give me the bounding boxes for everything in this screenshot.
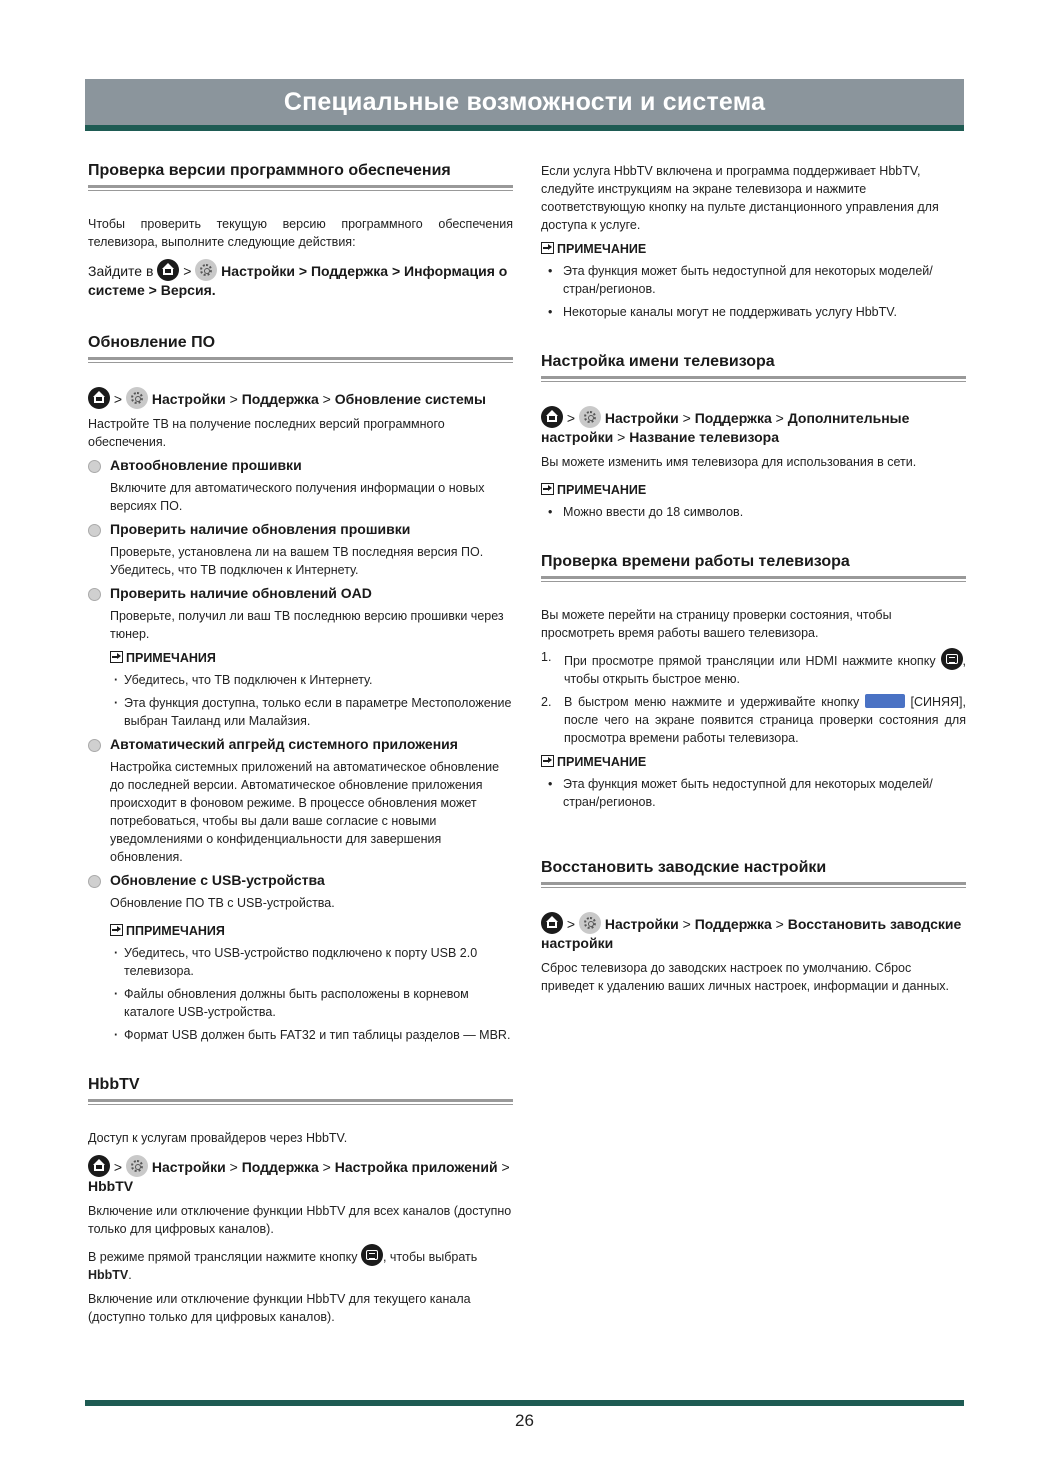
section-title-update: Обновление ПО bbox=[88, 334, 216, 351]
path-separator: > bbox=[682, 916, 691, 932]
section-rule bbox=[88, 357, 513, 360]
tv-name-body: Вы можете изменить имя телевизора для использования в сети. bbox=[541, 455, 917, 469]
path-hbbtv: HbbTV bbox=[88, 1178, 134, 1194]
step-item: 1. При просмотре прямой трансляции или HDMI нажмите кнопку , чтобы открыть быстрое меню. bbox=[541, 650, 966, 686]
note-item: • Эта функция может быть недоступной для некоторых моделей/стран/регионов. bbox=[541, 775, 966, 811]
path-support: Поддержка bbox=[241, 1159, 319, 1175]
hbbtv-intro: Доступ к услугам провайдеров через HbbTV. bbox=[88, 1131, 348, 1145]
settings-gear-icon bbox=[579, 912, 601, 934]
path-separator: > bbox=[566, 410, 576, 426]
auto-firmware-body: Включите для автоматического получения информации о новых версиях ПО. bbox=[110, 481, 485, 513]
menu-pre-text: Зайдите в bbox=[88, 263, 154, 279]
home-icon bbox=[88, 387, 110, 409]
path-separator: > bbox=[566, 916, 576, 932]
footer-rule bbox=[85, 1400, 964, 1406]
note-item: · Убедитесь, что USB-устройство подключено к порту USB 2.0 телевизора. bbox=[110, 944, 513, 980]
section-rule bbox=[88, 185, 513, 188]
update-intro: Настройте ТВ на получение последних версий программного обеспечения. bbox=[88, 417, 445, 449]
path-separator: > bbox=[113, 391, 123, 407]
usb-notes-heading: ППРИМЕЧАНИЯ bbox=[110, 924, 513, 938]
section-rule-thin bbox=[88, 1104, 513, 1105]
note-arrow-icon bbox=[541, 755, 554, 767]
check-oad-body: Проверьте, получил ли ваш ТВ последнюю версию прошивки через тюнер. bbox=[110, 609, 504, 641]
hbbtv-p1: Включение или отключение функции HbbTV для всех каналов (доступно только для цифровых каналов). bbox=[88, 1204, 512, 1236]
step-item: 2. В быстром меню нажмите и удерживайте кнопку [СИНЯЯ], после чего на экране появится страница проверки состояния для просмотра времени работы телевизора. bbox=[541, 695, 966, 745]
sw-version-path-text: Настройки > Поддержка > Информация о системе > Версия. bbox=[88, 263, 508, 298]
note-item: · Файлы обновления должны быть расположены в корневом каталоге USB-устройства. bbox=[110, 985, 513, 1021]
path-separator: > bbox=[183, 263, 192, 279]
path-support: Поддержка bbox=[241, 391, 319, 407]
path-settings: Настройки bbox=[604, 410, 679, 426]
factory-reset-body: Сброс телевизора до заводских настроек по умолчанию. Сброс приведет к удалению ваших личных настроек, информации и данных. bbox=[541, 961, 950, 993]
path-separator: > bbox=[229, 1159, 238, 1175]
page-number: 26 bbox=[515, 1411, 534, 1430]
subsection-auto-firmware: Автообновление прошивки bbox=[88, 457, 513, 473]
usb-update-body: Обновление ПО ТВ с USB-устройства. bbox=[110, 896, 335, 910]
section-rule-thin bbox=[541, 381, 966, 382]
usb-notes-list bbox=[110, 944, 513, 1044]
path-separator: > bbox=[617, 429, 626, 445]
tv-name-path bbox=[541, 406, 966, 447]
hbbtv-continued-text: Если услуга HbbTV включена и программа поддерживает HbbTV, следуйте инструкциям на экране телевизора и нажмите соответствующую кнопку на пульте дистанционного управления для доступа к услуге. bbox=[541, 164, 939, 232]
path-separator: > bbox=[501, 1159, 510, 1175]
tv-name-notes-list bbox=[541, 503, 966, 521]
home-icon bbox=[157, 259, 179, 281]
update-path bbox=[88, 387, 513, 409]
path-tv-name: Название телевизора bbox=[629, 429, 780, 445]
note-item: • Некоторые каналы могут не поддерживать услугу HbbTV. bbox=[541, 303, 966, 321]
hbbtv-notes-list bbox=[541, 262, 966, 321]
subsection-check-oad: Проверить наличие обновлений OAD bbox=[88, 585, 513, 601]
note-arrow-icon bbox=[541, 483, 554, 495]
oad-notes-list bbox=[110, 671, 513, 730]
auto-app-upgrade-body: Настройка системных приложений на автоматическое обновление до последней версии. Автоматическое обновление приложения происходит в фоновом режиме. В процессе обновления может потребоваться, чтобы вы дали ваше согласие с новыми уведомлениями о конфиденциальности для завершения обновления. bbox=[110, 760, 500, 864]
note-item: · Формат USB должен быть FAT32 и тип таблицы разделов — MBR. bbox=[110, 1026, 513, 1044]
menu-button-icon bbox=[361, 1244, 383, 1266]
subsection-usb-update: Обновление с USB-устройства bbox=[88, 872, 513, 888]
note-item: • Эта функция может быть недоступной для некоторых моделей/стран/регионов. bbox=[541, 262, 966, 298]
uptime-notes-list bbox=[541, 775, 966, 811]
check-firmware-body: Проверьте, установлена ли на вашем ТВ последняя версия ПО. Убедитесь, что ТВ подключен к Интернету. bbox=[110, 545, 484, 577]
section-rule bbox=[541, 576, 966, 579]
path-separator: > bbox=[775, 410, 784, 426]
section-rule-thin bbox=[541, 581, 966, 582]
section-title-hbbtv: HbbTV bbox=[88, 1076, 140, 1093]
page-banner-title: Специальные возможности и система bbox=[85, 79, 964, 125]
section-rule bbox=[541, 376, 966, 379]
sw-version-intro: Чтобы проверить текущую версию программного обеспечения телевизора, выполните следующие действия: bbox=[88, 217, 513, 249]
path-advanced-settings: Дополнительные настройки bbox=[541, 410, 910, 445]
left-column bbox=[88, 150, 513, 1332]
note-item: · Эта функция доступна, только если в параметре Местоположение выбран Таиланд или Малайзия. bbox=[110, 694, 513, 730]
hbbtv-p3: Включение или отключение функции HbbTV для текущего канала (доступно только для цифровых каналов). bbox=[88, 1292, 471, 1324]
path-separator: > bbox=[229, 391, 238, 407]
path-separator: > bbox=[322, 1159, 331, 1175]
banner-rule bbox=[85, 125, 964, 131]
hbbtv-note-heading: ПРИМЕЧАНИЕ bbox=[541, 242, 966, 256]
uptime-steps bbox=[541, 648, 966, 747]
note-arrow-icon bbox=[110, 651, 123, 663]
section-rule bbox=[541, 882, 966, 885]
settings-gear-icon bbox=[126, 387, 148, 409]
hbbtv-p2: В режиме прямой трансляции нажмите кнопку , чтобы выбрать HbbTV. bbox=[88, 1244, 513, 1284]
uptime-note-heading: ПРИМЕЧАНИЕ bbox=[541, 755, 966, 769]
home-icon bbox=[541, 912, 563, 934]
hbbtv-path bbox=[88, 1155, 513, 1196]
note-arrow-icon bbox=[110, 924, 123, 936]
settings-gear-icon bbox=[195, 259, 217, 281]
home-icon bbox=[88, 1155, 110, 1177]
menu-button-icon bbox=[941, 648, 963, 670]
section-title-uptime: Проверка времени работы телевизора bbox=[541, 553, 850, 570]
path-separator: > bbox=[322, 391, 331, 407]
path-app-settings: Настройка приложений bbox=[334, 1159, 498, 1175]
section-title-factory-reset: Восстановить заводские настройки bbox=[541, 859, 827, 876]
oad-notes-heading: ПРИМЕЧАНИЯ bbox=[110, 651, 513, 665]
path-settings: Настройки bbox=[151, 1159, 226, 1175]
note-item: · Убедитесь, что ТВ подключен к Интернету. bbox=[110, 671, 513, 689]
sw-version-path bbox=[88, 259, 513, 300]
blue-key-icon bbox=[865, 694, 905, 708]
settings-gear-icon bbox=[579, 406, 601, 428]
path-support: Поддержка bbox=[694, 410, 772, 426]
path-separator: > bbox=[682, 410, 691, 426]
settings-gear-icon bbox=[126, 1155, 148, 1177]
path-separator: > bbox=[775, 916, 784, 932]
path-settings: Настройки bbox=[604, 916, 679, 932]
note-arrow-icon bbox=[541, 242, 554, 254]
path-system-update: Обновление системы bbox=[334, 391, 486, 407]
path-settings: Настройки bbox=[151, 391, 226, 407]
subsection-check-firmware: Проверить наличие обновления прошивки bbox=[88, 521, 513, 537]
section-rule-thin bbox=[541, 887, 966, 888]
section-rule-thin bbox=[88, 362, 513, 363]
section-rule bbox=[88, 1099, 513, 1102]
section-rule-thin bbox=[88, 190, 513, 191]
path-factory-reset: Восстановить заводские настройки bbox=[541, 916, 962, 951]
tv-name-note-heading: ПРИМЕЧАНИЕ bbox=[541, 483, 966, 497]
path-separator: > bbox=[113, 1159, 123, 1175]
path-support: Поддержка bbox=[694, 916, 772, 932]
home-icon bbox=[541, 406, 563, 428]
subsection-auto-app-upgrade: Автоматический апгрейд системного приложения bbox=[88, 736, 513, 752]
factory-reset-path bbox=[541, 912, 966, 953]
section-title-tv-name: Настройка имени телевизора bbox=[541, 353, 775, 370]
note-item: • Можно ввести до 18 символов. bbox=[541, 503, 966, 521]
uptime-intro: Вы можете перейти на страницу проверки состояния, чтобы просмотреть время работы вашего телевизора. bbox=[541, 608, 892, 640]
section-title-sw-version: Проверка версии программного обеспечения bbox=[88, 162, 451, 179]
right-column bbox=[541, 150, 966, 1001]
